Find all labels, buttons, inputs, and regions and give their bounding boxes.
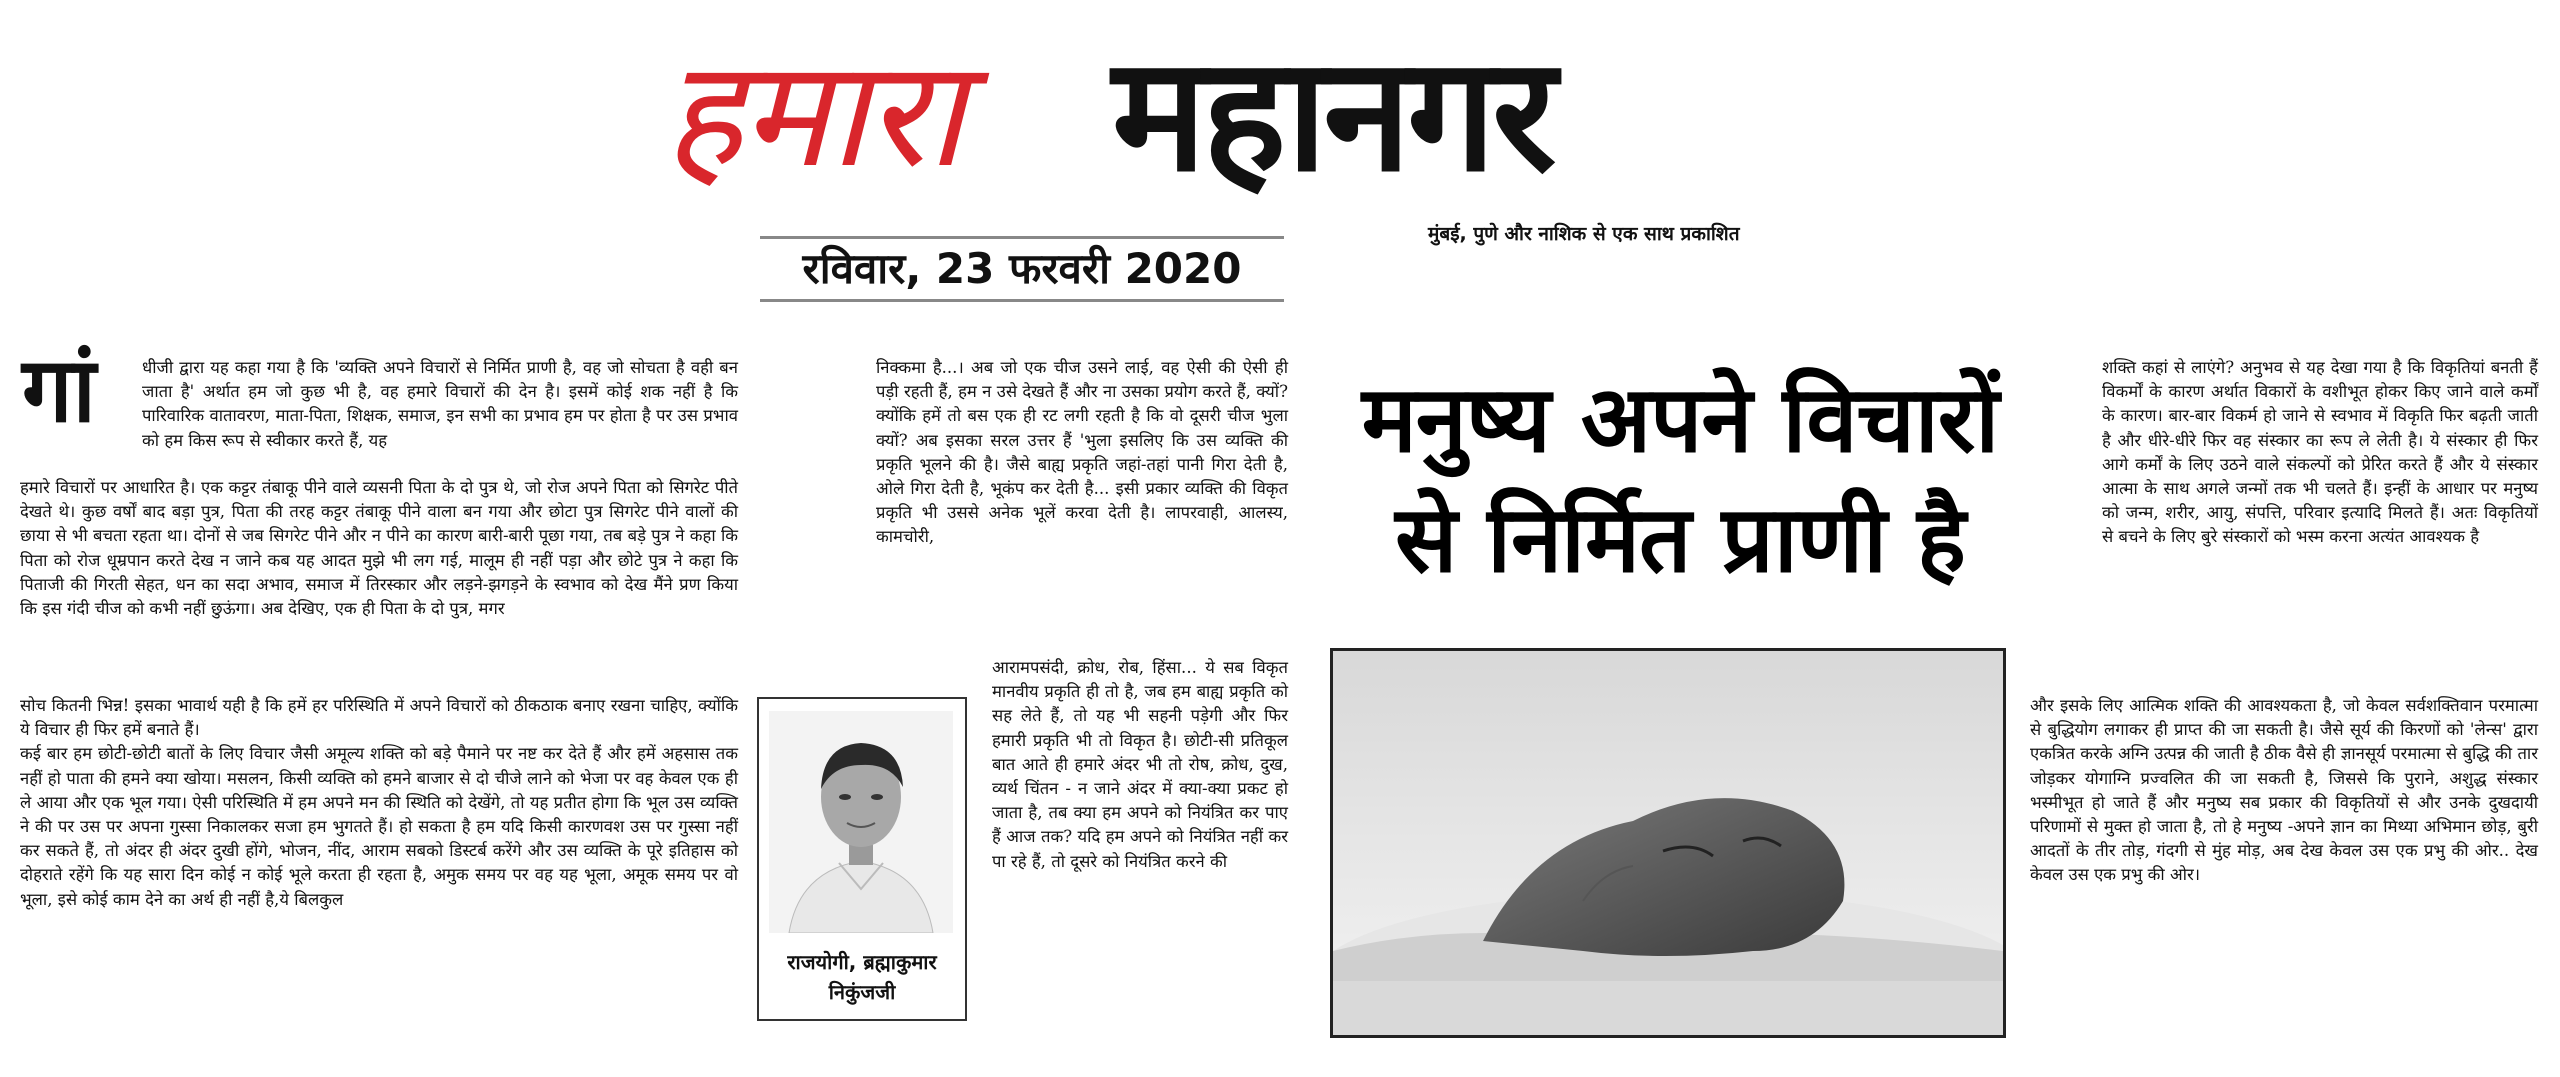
article-paragraph: सोच कितनी भिन्न! इसका भावार्थ यही है कि हमें हर परिस्थिति में अपने विचारों को ठीकठाक बनाए रखना चाहिए, क्योंकि ये विचार ही फिर हमें बनाते हैं। [20,696,738,740]
article-column-3 [2102,356,2538,550]
article-paragraph: आरामपसंदी, क्रोध, रोब, हिंसा... ये सब विकृत मानवीय प्रकृति ही तो है, जब हम बाह्य प्रकृति को सह लेते हैं, तो यह भी सहनी पड़ेगी और फिर हमारी प्रकृति भी तो विकृत है। छोटी-सी प्रतिकूल बात आते ही हमारे अंदर भी तो रोष, क्रोध, दुख, व्यर्थ चिंतन - न जाने अंदर में क्या-क्या प्रकट हो जाता है, तब क्या हम अपने को नियंत्रित कर पाए हैं आज तक? यदि हम अपने को नियंत्रित नहीं कर पा रहे हैं, तो दूसरे को नियंत्रित करने की [992,658,1288,871]
article-paragraph: शक्ति कहां से लाएंगे? अनुभव से यह देखा गया है कि विकृतियां बनती हैं विकर्मों के कारण अर्थात विकारों के वशीभूत होकर किए जाने वाले कर्मों के कारण। बार-बार विकर्म हो जाने से स्वभाव में विकृति फिर बढ़ती जाती है और धीरे-धीरे फिर वह संस्कार का रूप ले लेती है। ये संस्कार ही फिर आगे कर्मों के लिए उठने वाले संकल्पों को प्रेरित करते हैं और ये संस्कार आत्मा के साथ अगले जन्मों तक भी चलते हैं। इन्हीं के आधार पर मनुष्य को जन्म, शरीर, आयु, संपत्ति, परिवार इत्यादि मिलते हैं। अतः विकृतियों से बचने के लिए बुरे संस्कारों को भस्म करना अत्यंत आवश्यक है [2102,358,2538,547]
drop-cap: गां [22,338,96,443]
article-column-1-intro [142,356,738,453]
author-title: राजयोगी, ब्रह्माकुमार [787,950,937,974]
article-headline [1305,360,2055,600]
article-paragraph: हमारे विचारों पर आधारित है। एक कट्टर तंबाकू पीने वाले व्यसनी पिता के दो पुत्र थे, जो रोज अपने पिता को सिगरेट पीते देखते थे। कुछ वर्षों बाद बड़ा पुत्र, पिता की तरह कट्टर तंबाकू पीने वाला बन गया और छोटा पुत्र सिगरेट पीने वालों की छाया से भी बचता रहता था। दोनों से जब सिगरेट पीने और न पीने का कारण बारी-बारी पूछा गया, तब बड़े पुत्र ने कहा कि पिता को रोज धूम्रपान करते देख न जाने कब यह आदत मुझे भी लग गई, मालूम ही नहीं पड़ा और छोटे पुत्र ने कहा कि पिताजी की गिरती सेहत, धन का सदा अभाव, समाज में तिरस्कार और लड़ने-झगड़ने के स्वभाव को देख मैंने प्रण किया कि इस गंदी चीज को कभी नहीं छुऊंगा। अब देखिए, एक ही पिता के दो पुत्र, मगर [20,478,738,619]
article-paragraph: धीजी द्वारा यह कहा गया है कि 'व्यक्ति अपने विचारों से निर्मित प्राणी है, वह जो सोचता है वही बन जाता है' अर्थात हम जो कुछ भी है, वह हमारे विचारों की देन है। इसमें कोई शक नहीं है कि पारिवारिक वातावरण, माता-पिता, शिक्षक, समाज, इन सभी का प्रभाव हम पर होता है पर उस प्रभाव को हम किस रूप से स्वीकार करते हैं, यह [142,358,738,450]
masthead-title-part2: महानगर [1112,23,1553,207]
headline-line-2: से निर्मित प्राणी है [1395,486,1965,593]
article-column-1-lower [20,694,738,912]
headline-line-1: मनुष्य अपने विचारों [1361,366,1999,473]
edition-date: रविवार, 23 फरवरी 2020 [760,236,1284,302]
author-photo-box [757,697,967,1021]
masthead-tagline: मुंबई, पुणे और नाशिक से एक साथ प्रकाशित [1428,223,1740,245]
author-caption [759,947,965,1007]
article-paragraph: निक्कमा है...। अब जो एक चीज उसने लाई, वह ऐसी की ऐसी ही पड़ी रहती हैं, हम न उसे देखते हैं और ना उसका प्रयोग करते हैं, क्यों? क्योंकि हमें तो बस एक ही रट लगी रहती है कि वो दूसरी चीज भुला क्यों? अब इसका सरल उत्तर हैं 'भुला इसलिए कि उस व्यक्ति की प्रकृति भूलने की है। जैसे बाह्य प्रकृति जहां-तहां पानी गिरा देती है, ओले गिरा देती है, भूकंप कर देती है... इसी प्रकार व्यक्ति की विकृत प्रकृति भी उससे अनेक भूलें करवा देती है। लापरवाही, आलस्य, कामचोरी, [876,358,1288,547]
author-photo [769,711,953,933]
author-name: निकुंजजी [828,980,896,1004]
article-column-3-lower [2030,694,2538,888]
masthead-title-part1: हमारा [664,28,963,200]
article-column-1 [20,476,738,621]
article-column-2-lower [992,656,1288,874]
article-paragraph: कई बार हम छोटी-छोटी बातों के लिए विचार जैसी अमूल्य शक्ति को बड़े पैमाने पर नष्ट कर देते हैं और हमें अहसास तक नहीं हो पाता की हमने क्या खोया। मसलन, किसी व्यक्ति को हमने बाजार से दो चीजे लाने को भेजा पर वह केवल एक ही ले आया और एक भूल गया। ऐसी परिस्थिति में हम अपने मन की स्थिति को देखेंगे, तो यह प्रतीत होगा कि भूल उस व्यक्ति ने की पर उस पर अपना गुस्सा निकालकर सजा हम भुगतते हैं। हो सकता है हम यदि किसी कारणवश उस पर गुस्सा नहीं कर सकते हैं, तो अंदर ही अंदर दुखी होंगे, भोजन, नींद, आराम सबको डिस्टर्ब करेंगे और उस व्यक्ति के पूरे इतिहास को दोहराते रहेंगे कि यह सारा दिन कोई न कोई भूले करता ही रहता है, अमुक समय पर वह यह भूला, अमूक समय पर वो भूला, इसे कोई काम देने का अर्थ ही नहीं है,ये बिलकुल [20,744,738,909]
article-paragraph: और इसके लिए आत्मिक शक्ति की आवश्यकता है, जो केवल सर्वशक्तिवान परमात्मा से बुद्धियोग लगाकर ही प्राप्त की जा सकती है। जैसे सूर्य की किरणों को 'लेन्स' द्वारा एकत्रित करके अग्नि उत्पन्न की जाती है ठीक वैसे ही ज्ञानसूर्य परमात्मा से बुद्धि की तार जोड़कर योगाग्नि प्रज्वलित की जा सकती है, जिससे कि पुराने, अशुद्ध संस्कार भस्मीभूत हो जाते हैं और मनुष्य सब प्रकार की विकृतियों से और उनके दुखदायी परिणामों से मुक्त हो जाता है, तो हे मनुष्य -अपने ज्ञान का मिथ्या अभिमान छोड़, बुरी आदतों के तीर तोड़, गंदगी से मुंह मोड़, अब देख केवल उस एक प्रभु की ओर.. देख केवल उस एक प्रभु की ओर। [2030,696,2538,885]
article-column-2 [876,356,1288,550]
article-illustration [1330,648,2006,1038]
